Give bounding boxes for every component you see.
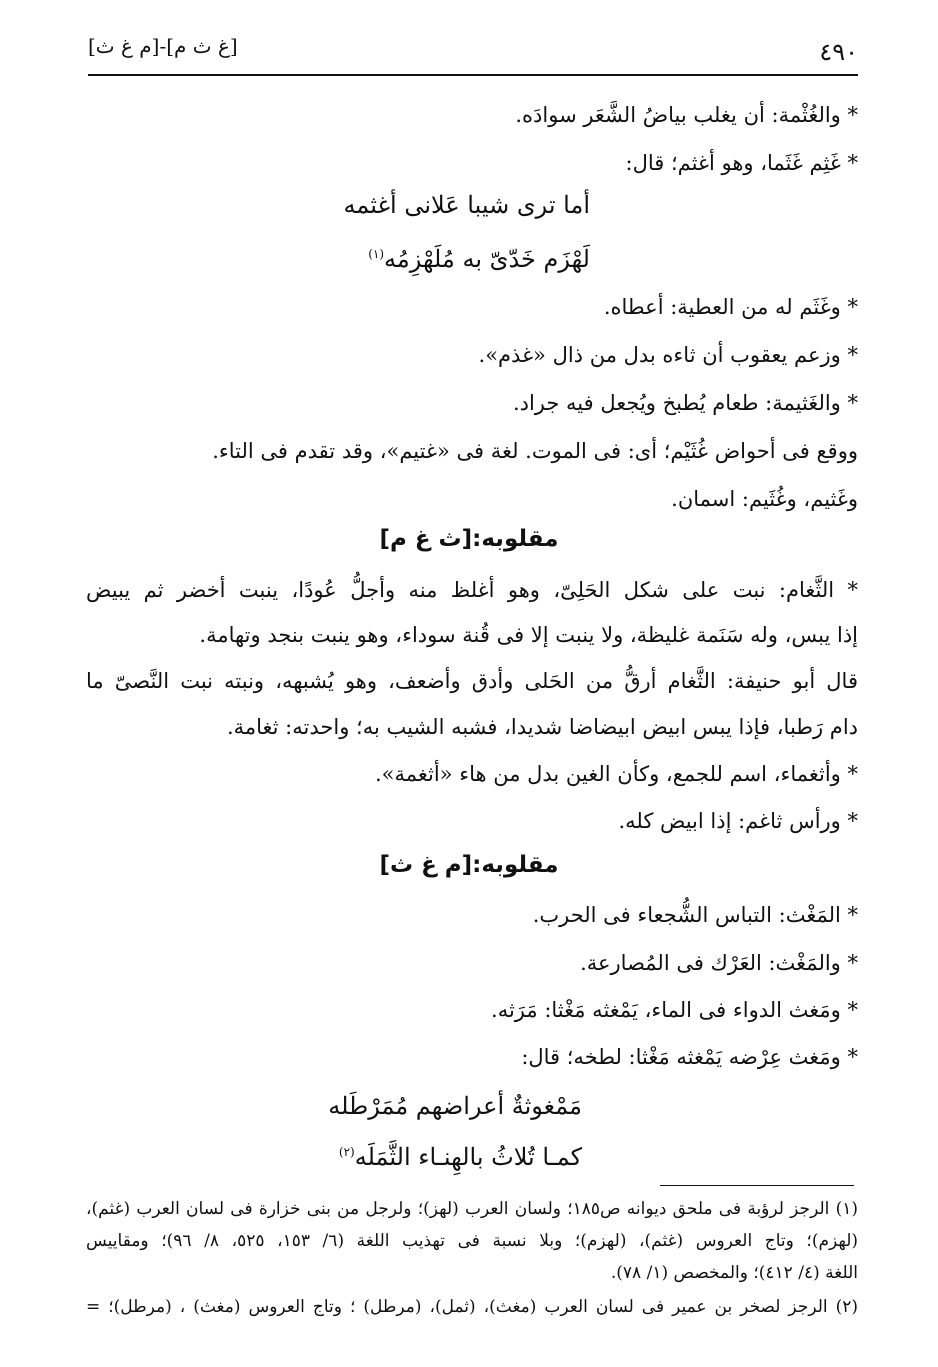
footnote-ref-1: (١) (368, 247, 385, 261)
verse-1-line-2 (368, 237, 590, 276)
entry-abu-hanifa-2: دام رَطبا، فإذا يبس ابيض ابيضاضا شديدا، فشبه الشيب به؛ واحدته: ثغامة. (226, 715, 858, 739)
verse-2-line-2-text: كمـا تُلاثُ بالهِنـاء الثَّمَلَه (354, 1143, 582, 1171)
page-number: ٤٩٠ (819, 38, 858, 66)
entry-athghama: * وأثغماء، اسم للجمع، وكأن الغين بدل من هاء «أثغمة». (374, 762, 858, 786)
entry-maghth-1: * المَغْث: التباس الشُّجعاء فى الحرب. (532, 903, 858, 927)
header-rule (88, 74, 858, 76)
footnote-rule (660, 1185, 854, 1186)
running-head: [غ ث م]-[م غ ث] (88, 34, 238, 58)
entry-ras-thaghim: * ورأس ثاغم: إذا ابيض كله. (618, 809, 858, 833)
footnote-1-line-2: (لهزم)؛ وتاج العروس (غثم)، (لهزم)؛ وبلا نسبة فى تهذيب اللغة (٦/ ١٥٣، ٥٢٥، ٨/ ٩٦)؛ ومقاييس (86, 1231, 859, 1251)
entry-ahwad: ووقع فى أحواض غُثَيْم؛ أى: فى الموت. لغة فى «غتيم»، وقد تقدم فى التاء. (212, 439, 858, 463)
verse-2-line-1: مَمْغوثةٌ أعراضهم مُمَرْطَله (328, 1092, 582, 1120)
entry-abu-hanifa-1: قال أبو حنيفة: الثَّغام أرقُّ من الحَلى وأدق وأضعف، وهو يُشبهه، ونبته نبت النَّصىّ ما (86, 669, 858, 693)
entry-ghatham-atiyya: * وغَثَم له من العطية: أعطاه. (603, 295, 858, 319)
section-heading-thaghm: مقلوبه:[ث غ م] (379, 526, 559, 552)
section-heading-maghth: مقلوبه:[م غ ث] (379, 852, 559, 878)
footnote-1-line-1: (١) الرجز لرؤبة فى ملحق ديوانه ص١٨٥؛ ولسان العرب (لهز)؛ ولرجل من بنى خزارة فى لسان العرب (غثم)، (86, 1199, 858, 1219)
verse-1-line-1: أما ترى شيبا عَلانى أغثمه (343, 191, 590, 219)
entry-names: وغَثيم، وغُثَيم: اسمان. (671, 487, 858, 511)
entry-yaqub: * وزعم يعقوب أن ثاءه بدل من ذال «غذم». (478, 343, 858, 367)
footnote-1-line-3: اللغة (٤/ ٤١٢)؛ والمخصص (١/ ٧٨). (610, 1263, 858, 1283)
footnote-ref-2: (٢) (338, 1145, 355, 1159)
verse-1-line-2-text: لَهْزَم خَدّىّ به مُلَهْزِمُه (384, 245, 590, 273)
entry-thaghama-2: إذا يبس، وله سَنَمة غليظة، ولا ينبت إلا فى قُنة سوداء، وهو ينبت بنجد وتهامة. (199, 623, 858, 647)
entry-maghth-dawa: * ومَغث الدواء فى الماء، يَمْغثه مَغْثا: مَرَثه. (491, 998, 858, 1022)
entry-maghth-2: * والمَغْث: العَرْك فى المُصارعة. (580, 951, 858, 975)
entry-ghuthma: * والغُثْمة: أن يغلب بياضُ الشَّعَر سوادَه. (515, 103, 858, 127)
footnote-2: (٢) الرجز لصخر بن عمير فى لسان العرب (مغث)، (ثمل)، (مرطل) ؛ وتاج العروس (مغث) ، (مرطل)؛ = (86, 1297, 858, 1317)
entry-ghathima-food: * والغَثيمة: طعام يُطبخ ويُجعل فيه جراد. (512, 391, 858, 415)
verse-2-line-2 (339, 1135, 582, 1174)
entry-maghth-ird: * ومَغث عِرْضه يَمْغثه مَغْثا: لطخه؛ قال: (521, 1045, 858, 1069)
entry-ghathima: * غَثِم غَثَما، وهو أغثم؛ قال: (625, 151, 858, 175)
page-header (88, 30, 858, 74)
entry-thaghama-1: * الثَّغام: نبت على شكل الحَلِىّ، وهو أغلظ منه وأجلُّ عُودًا، ينبت أخضر ثم يبيض (86, 578, 858, 602)
